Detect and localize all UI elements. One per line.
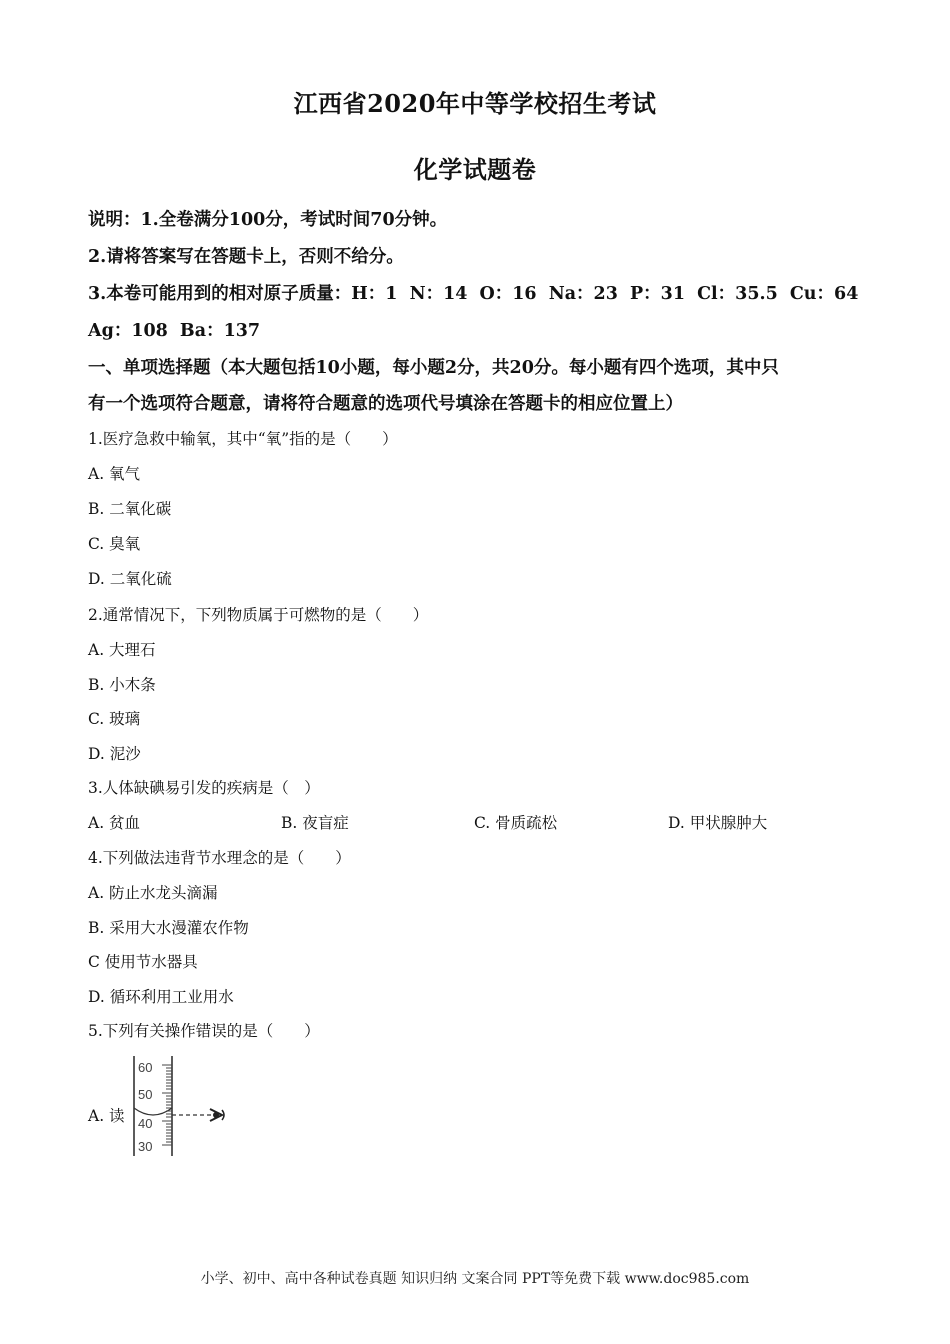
instruction-line-4: Ag：108 Ba：137 <box>88 321 261 341</box>
question-3-option-d: D. 甲状腺肿大 <box>668 814 768 832</box>
question-3-option-a: A. 贫血 <box>88 814 141 832</box>
cylinder-tick-50: 50 <box>138 1087 153 1102</box>
question-4-option-a: A. 防止水龙头滴漏 <box>88 884 218 902</box>
question-1-option-a: A. 氧气 <box>88 465 141 483</box>
question-4-option-c: C 使用节水器具 <box>88 953 198 971</box>
question-1-option-b: B. 二氧化碳 <box>88 500 172 518</box>
question-2-option-d: D. 泥沙 <box>88 745 141 763</box>
question-4-stem: 4.下列做法违背节水理念的是（ ） <box>88 849 351 867</box>
question-4-option-b: B. 采用大水漫灌农作物 <box>88 919 249 937</box>
question-5-option-a-label: A. 读 <box>88 1107 125 1125</box>
question-1-option-d: D. 二氧化硫 <box>88 570 172 588</box>
cylinder-tick-40: 40 <box>138 1116 153 1131</box>
eye-icon <box>210 1109 224 1121</box>
exam-title: 江西省2020年中等学校招生考试 <box>293 89 657 118</box>
section-heading-line-2: 有一个选项符合题意，请将符合题意的选项代号填涂在答题卡的相应位置上） <box>88 394 683 414</box>
question-5-stem: 5.下列有关操作错误的是（ ） <box>88 1022 320 1040</box>
instruction-line-2: 2.请将答案写在答题卡上，否则不给分。 <box>88 247 404 267</box>
exam-subtitle: 化学试题卷 <box>413 155 537 184</box>
instruction-line-1: 说明：1.全卷满分100分，考试时间70分钟。 <box>88 210 448 230</box>
question-3-stem: 3.人体缺碘易引发的疾病是（ ） <box>88 779 320 797</box>
question-2-option-a: A. 大理石 <box>88 641 156 659</box>
question-4-option-d: D. 循环利用工业用水 <box>88 988 234 1006</box>
page-footer: 小学、初中、高中各种试卷真题 知识归纳 文案合同 PPT等免费下载 www.doc985.com <box>200 1271 750 1287</box>
graduated-cylinder-figure <box>128 1054 238 1160</box>
question-1-option-c: C. 臭氧 <box>88 535 141 553</box>
question-3-option-c: C. 骨质疏松 <box>474 814 558 832</box>
section-heading-line-1: 一、单项选择题（本大题包括10小题，每小题2分，共20分。每小题有四个选项，其中只 <box>88 358 779 378</box>
question-2-stem: 2.通常情况下，下列物质属于可燃物的是（ ） <box>88 606 429 624</box>
question-1-stem: 1.医疗急救中输氧，其中“氧”指的是（ ） <box>88 430 398 448</box>
cylinder-tick-30: 30 <box>138 1139 153 1154</box>
question-3-option-b: B. 夜盲症 <box>281 814 349 832</box>
cylinder-tick-60: 60 <box>138 1060 153 1075</box>
question-2-option-c: C. 玻璃 <box>88 710 141 728</box>
question-2-option-b: B. 小木条 <box>88 676 156 694</box>
instruction-line-3: 3.本卷可能用到的相对原子质量：H：1 N：14 O：16 Na：23 P：31 Cl：35.5 Cu：64 <box>88 284 859 304</box>
